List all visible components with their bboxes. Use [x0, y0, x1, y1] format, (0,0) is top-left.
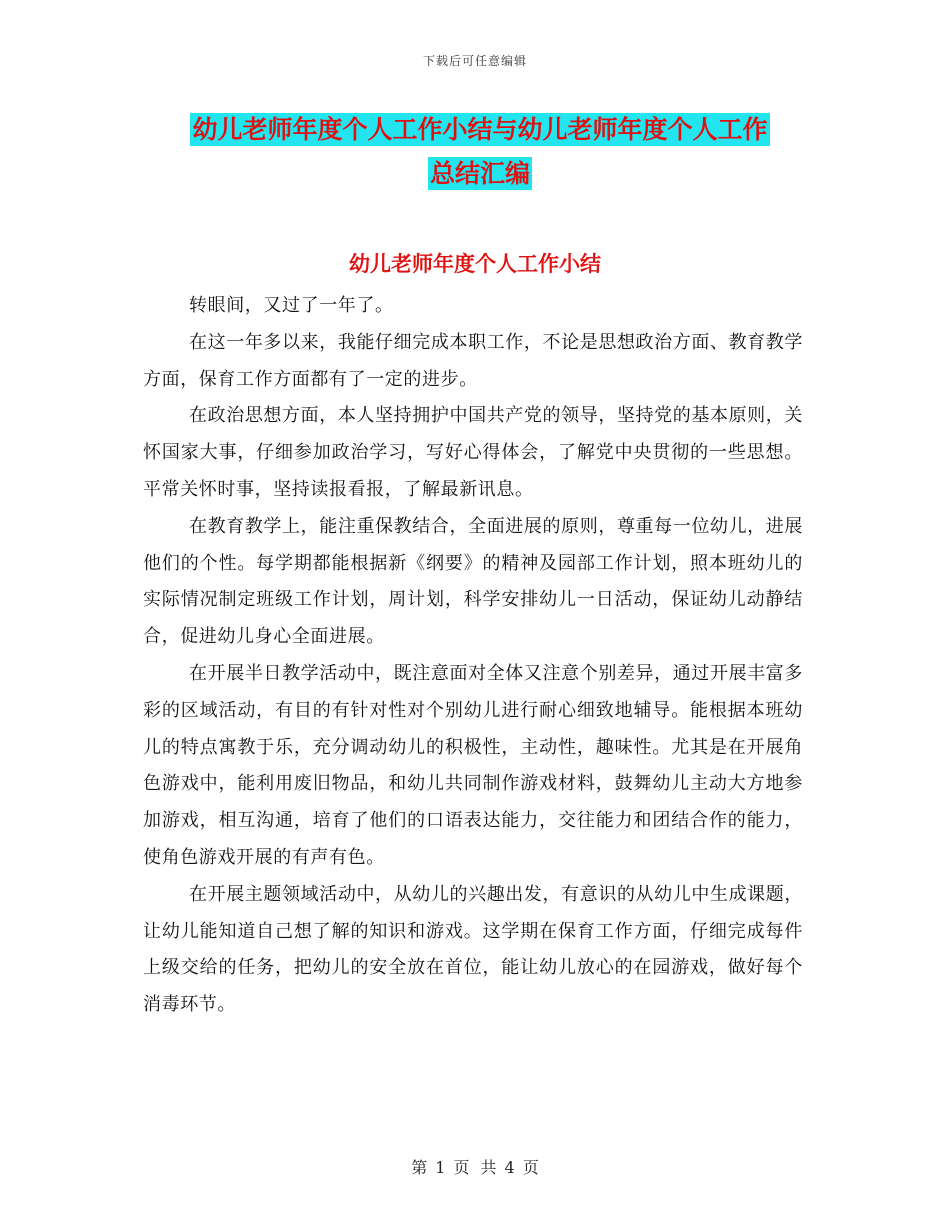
footer-total-pages: 4: [504, 1158, 515, 1177]
paragraph: 在这一年多以来，我能仔细完成本职工作，不论是思想政治方面、教育教学方面，保育工作方面都有了一定的进步。: [143, 331, 803, 390]
footer-middle: 页 共: [453, 1158, 497, 1177]
paragraph: 在开展半日教学活动中，既注意面对全体又注意个别差异，通过开展丰富多彩的区域活动，有目的有针对性对个别幼儿进行耐心细致地辅导。能根据本班幼儿的特点寓教于乐，充分调动幼儿的积极性，主动性，趣味性。尤其是在开展角色游戏中，能利用废旧物品，和幼儿共同制作游戏材料，鼓舞幼儿主动大方地参加游戏，相互沟通，培育了他们的口语表达能力，交往能力和团结合作的能力，使角色游戏开展的有声有色。: [143, 662, 803, 868]
paragraph: 在政治思想方面，本人坚持拥护中国共产党的领导，坚持党的基本原则，关怀国家大事，仔细参加政治学习，写好心得体会，了解党中央贯彻的一些思想。平常关怀时事，坚持读报看报，了解最新讯息。: [143, 405, 803, 500]
document-body: [143, 288, 803, 1024]
footer-suffix: 页: [522, 1158, 539, 1177]
footer-page-number: 1: [435, 1158, 446, 1177]
section-title: 幼儿老师年度个人工作小结: [349, 252, 601, 276]
footer-prefix: 第: [411, 1158, 428, 1177]
page-footer: [0, 1155, 950, 1178]
page-header: 下载后可任意编辑: [422, 54, 527, 68]
paragraph: 在教育教学上，能注重保教结合，全面进展的原则，尊重每一位幼儿，进展他们的个性。每学期都能根据新《纲要》的精神及园部工作计划，照本班幼儿的实际情况制定班级工作计划，周计划，科学安排幼儿一日活动，保证幼儿动静结合，促进幼儿身心全面进展。: [143, 515, 803, 648]
paragraph: 在开展主题领域活动中，从幼儿的兴趣出发，有意识的从幼儿中生成课题，让幼儿能知道自己想了解的知识和游戏。这学期在保育工作方面，仔细完成每件上级交给的任务，把幼儿的安全放在首位，能让幼儿放心的在园游戏，做好每个消毒环节。: [143, 883, 803, 1016]
document-title-line-1: 幼儿老师年度个人工作小结与幼儿老师年度个人工作: [192, 115, 768, 144]
paragraph: 转眼间，又过了一年了。: [189, 295, 394, 316]
document-title: [140, 108, 820, 196]
document-title-line-2: 总结汇编: [429, 159, 530, 188]
